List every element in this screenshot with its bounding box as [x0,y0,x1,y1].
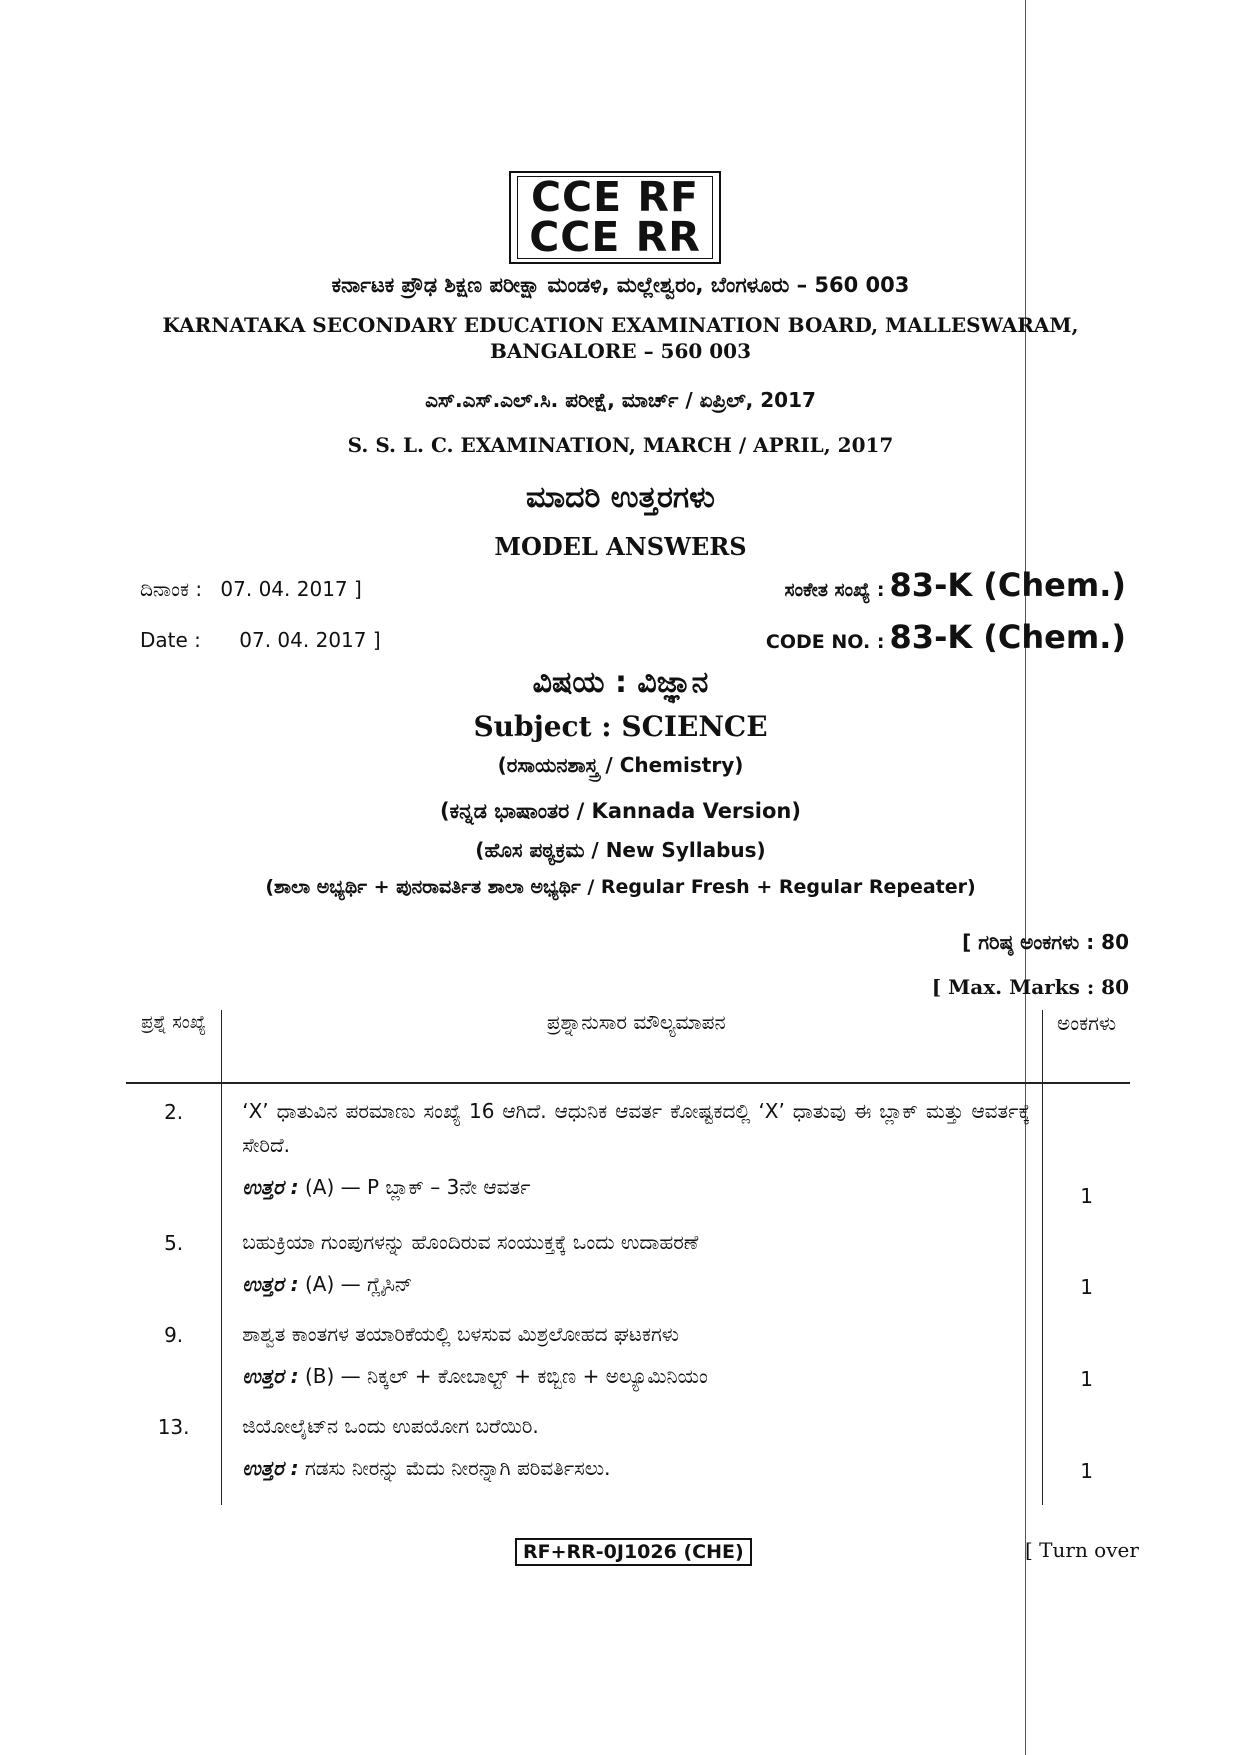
syllabus-label: (ಹೊಸ ಪಠ್ಯಕ್ರಮ / New Syllabus) [475,838,766,862]
footer-code: RF+RR-0J1026 (CHE) [515,1538,752,1566]
marks-value: 1 [1080,1184,1093,1208]
answer-line [242,1170,1030,1204]
question-number: 2. [126,1083,222,1209]
title-english: MODEL ANSWERS [494,532,747,561]
candidate-type-label: (ಶಾಲಾ ಅಭ್ಯರ್ಥಿ + ಪುನರಾವರ್ತಿತ ಶಾಲಾ ಅಭ್ಯರ್ಥಿ / Regular Fresh + Regular Repeater) [265,876,976,898]
question-text: ‘X’ ಧಾತುವಿನ ಪರಮಾಣು ಸಂಖ್ಯೆ 16 ಆಗಿದೆ. ಆಧುನಿಕ ಆವರ್ತ ಕೋಷ್ಟಕದಲ್ಲಿ ‘X’ ಧಾತುವು ಈ ಬ್ಲಾಕ್ ಮತ್ತು ಆವರ್ತಕ್ಕೆ ಸೇರಿದೆ. [242,1099,1031,1157]
answer-line [242,1359,1030,1393]
date-value-english: 07. 04. 2017 ] [239,628,381,652]
answer-text: (A) — ಗ್ಲೈಸಿನ್ [304,1272,413,1296]
question-number: 13. [126,1393,222,1505]
answer-label: ಉತ್ತರ : [242,1364,299,1388]
marks-value: 1 [1080,1275,1093,1299]
board-name-english-2: BANGALORE – 560 003 [489,339,752,363]
date-row-english [140,628,381,652]
question-number: 5. [126,1209,222,1301]
subject-kannada: ವಿಷಯ : ವಿಜ್ಞಾನ [532,665,709,700]
table-row [126,1209,1130,1301]
answer-text: ಗಡಸು ನೀರನ್ನು ಮೆದು ನೀರನ್ನಾಗಿ ಪರಿವರ್ತಿಸಲು. [304,1456,611,1480]
table-header-row [126,1010,1130,1083]
exam-english: S. S. L. C. EXAMINATION, MARCH / APRIL, 2017 [347,433,894,457]
turn-over-label: [ Turn over [1025,1538,1139,1562]
table-row [126,1083,1130,1209]
code-line-rr: CCE RR [529,213,701,261]
code-label-english: CODE NO. : [765,631,885,653]
date-row-kannada [140,577,362,601]
branch-label: (ರಸಾಯನಶಾಸ್ತ್ರ / Chemistry) [497,753,744,777]
code-line-rf: CCE RF [530,173,700,221]
question-text: ಜಿಯೋಲೈಟ್‌ನ ಒಂದು ಉಪಯೋಗ ಬರೆಯಿರಿ. [242,1414,539,1438]
date-label-kannada: ದಿನಾಂಕ : [140,577,203,601]
code-value-english: 83-K (Chem.) [889,618,1126,656]
header-evaluation: ಪ್ರಶ್ನಾನುಸಾರ ಮೌಲ್ಯಮಾಪನ [222,1010,1043,1083]
marks-value: 1 [1080,1459,1093,1483]
exam-kannada: ಎಸ್.ಎಸ್.ಎಲ್.ಸಿ. ಪರೀಕ್ಷೆ, ಮಾರ್ಚ್ / ಏಪ್ರಿಲ್, 2017 [425,388,816,412]
date-value-kannada: 07. 04. 2017 ] [220,577,362,601]
answer-label: ಉತ್ತರ : [242,1272,299,1296]
answer-label: ಉತ್ತರ : [242,1456,299,1480]
answer-line [242,1451,1030,1485]
code-row-kannada [785,566,1126,604]
code-label-kannada: ಸಂಕೇತ ಸಂಖ್ಯೆ : [784,579,885,601]
table-row [126,1301,1130,1393]
question-text: ಶಾಶ್ವತ ಕಾಂತಗಳ ತಯಾರಿಕೆಯಲ್ಲಿ ಬಳಸುವ ಮಿಶ್ರಲೋಹದ ಘಟಕಗಳು [242,1322,680,1346]
title-kannada: ಮಾದರಿ ಉತ್ತರಗಳು [526,480,715,515]
header-question-number: ಪ್ರಶ್ನೆ ಸಂಖ್ಯೆ [126,1010,222,1083]
question-text: ಬಹುಕ್ರಿಯಾ ಗುಂಪುಗಳನ್ನು ಹೊಂದಿರುವ ಸಂಯುಕ್ತಕ್ಕೆ ಒಂದು ಉದಾಹರಣೆ [242,1230,699,1254]
max-marks-kannada: [ ಗರಿಷ್ಠ ಅಂಕಗಳು : 80 [962,930,1129,954]
code-value-kannada: 83-K (Chem.) [889,566,1126,604]
max-marks-english: [ Max. Marks : 80 [931,975,1129,999]
answer-text: (A) — P ಬ್ಲಾಕ್ – 3ನೇ ಆವರ್ತ [304,1175,531,1199]
question-number: 9. [126,1301,222,1393]
code-row-english [766,618,1126,656]
date-label-english: Date : [140,628,201,652]
table-row [126,1393,1130,1505]
answer-text: (B) — ನಿಕ್ಕಲ್ + ಕೋಬಾಲ್ಟ್ + ಕಬ್ಬಿಣ + ಅಲ್ಯೂಮಿನಿಯಂ [304,1364,708,1388]
answer-line [242,1267,1030,1301]
version-label: (ಕನ್ನಡ ಭಾಷಾಂತರ / Kannada Version) [440,799,801,823]
board-name-kannada: ಕರ್ನಾಟಕ ಪ್ರೌಢ ಶಿಕ್ಷಣ ಪರೀಕ್ಷಾ ಮಂಡಳಿ, ಮಲ್ಲೇಶ್ವರಂ, ಬೆಂಗಳೂರು – 560 003 [331,273,910,297]
answer-label: ಉತ್ತರ : [242,1175,299,1199]
marks-value: 1 [1080,1367,1093,1391]
header-marks: ಅಂಕಗಳು [1043,1010,1130,1083]
answers-table [126,1010,1130,1505]
exam-code-box [509,171,721,264]
board-name-english-1: KARNATAKA SECONDARY EDUCATION EXAMINATION BOARD, MALLESWARAM, [162,313,1079,337]
subject-english: Subject : SCIENCE [473,710,768,743]
